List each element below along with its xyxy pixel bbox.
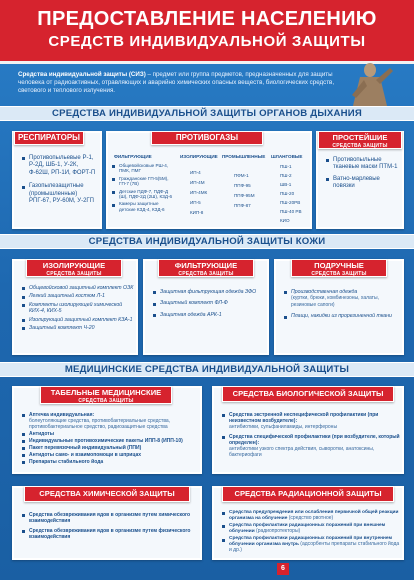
list-item <box>222 536 402 553</box>
hose-item: ШВ-1 <box>280 182 292 187</box>
bio-list <box>222 412 402 460</box>
item-note: (куртки, брюки, комбинезоны, халаты, резиновые сапоги) <box>291 295 379 308</box>
list-item: Гражданские ГП-5(5М), ГП-7 (7В) <box>112 176 176 187</box>
list-item: Средства обезвреживания ядов в организме путем химического взаимодействия <box>22 512 200 524</box>
list-item: Пакет перевязочный индивидуальный (ППИ) <box>22 445 200 451</box>
item-note: антибиотики, сульфаниламиды, интерфероны <box>229 424 338 430</box>
page-number: 6 <box>277 563 289 575</box>
chem-tab: СРЕДСТВА ХИМИЧЕСКОЙ ЗАЩИТЫ <box>24 486 190 502</box>
hose-item: ПШ-20РВ <box>280 200 301 205</box>
section-medical-title: МЕДИЦИНСКИЕ СРЕДСТВА ИНДИВИДУАЛЬНОЙ ЗАЩИТЫ <box>0 362 414 377</box>
chem-list <box>22 512 200 542</box>
respirators-tab: РЕСПИРАТОРЫ <box>14 131 84 145</box>
improvised-skin-subtitle: СРЕДСТВА ЗАЩИТЫ <box>311 271 367 277</box>
header <box>0 0 414 64</box>
page-subtitle: СРЕДСТВ ИНДИВИДУАЛЬНОЙ ЗАЩИТЫ <box>48 33 366 50</box>
list-item <box>222 434 402 458</box>
column-header: ИЗОЛИРУЮЩИЕ <box>180 154 218 159</box>
item-note: антибиотики узкого спектра действия, сыворотки, анатоксины, бактериофаги <box>229 446 375 458</box>
item-main: Производственная одежда <box>291 289 358 295</box>
list-item: Изолирующий защитный комплект КЗА-1 <box>22 317 136 323</box>
item-note: болеутоляющие средства, противобактериальные средства, противобактериальное средство, радиозащитные средства <box>29 418 171 430</box>
isolating-skin-list <box>22 285 136 333</box>
simplest-subtitle: СРЕДСТВА ЗАЩИТЫ <box>332 143 388 149</box>
list-item: Легкий защитный костюм Л-1 <box>22 293 136 299</box>
list-item: Препараты стабильного йода <box>22 459 200 465</box>
medical-kit-list <box>22 412 200 467</box>
list-item: Противопыльные тканевые маски ПТМ-1 <box>326 157 402 172</box>
list-item: Защитный комплект Ч-20 <box>22 325 136 331</box>
improvised-skin-tab <box>291 259 387 277</box>
list-item <box>222 412 402 430</box>
medical-kit-tab <box>40 386 172 404</box>
gasmasks-card <box>106 131 312 229</box>
item-note: (радиопротекторы) <box>256 527 301 534</box>
filtering-skin-tab <box>158 259 254 277</box>
list-item <box>284 313 402 319</box>
list-item: Общевойсковой защитный комплект ОЗК <box>22 285 136 291</box>
list-item: Камеры защитные детские КЗД-4, КЗД-6 <box>112 201 176 212</box>
list-item: Средства обезвреживания ядов в организме путем физического взаимодействия <box>22 528 200 540</box>
isolating-skin-tab <box>26 259 122 277</box>
respirators-card <box>12 131 102 229</box>
bio-tab: СРЕДСТВА БИОЛОГИЧЕСКОЙ ЗАЩИТЫ <box>222 386 394 402</box>
industrial-item: ПФМ-1 <box>234 173 249 178</box>
intro-term: Средства индивидуальной защиты (СИЗ) <box>18 71 146 78</box>
list-item: Газопылезащитные (промышленные) РПГ-67, РУ-60М, У-2ГП <box>22 183 100 205</box>
column-header: ФИЛЬТРУЮЩИЕ <box>114 154 152 159</box>
industrial-item: ППФ-95М <box>234 193 255 198</box>
improvised-skin-list <box>284 289 402 322</box>
isolating-item: ИП-4М <box>190 180 205 185</box>
hose-item: КИО <box>280 218 290 223</box>
isolating-item: ИП-4МК <box>190 190 208 195</box>
gasmasks-tab: ПРОТИВОГАЗЫ <box>151 131 263 145</box>
item-note: (средство рвотное) <box>288 514 334 521</box>
item-note: (адсорбенты препараты стабильного йода и др.) <box>229 540 400 553</box>
industrial-item: ППФ-87 <box>234 203 251 208</box>
section-skin-title: СРЕДСТВА ИНДИВИДУАЛЬНОЙ ЗАЩИТЫ КОЖИ <box>0 234 414 249</box>
list-item: Антидоты <box>22 431 200 437</box>
medical-kit-title: ТАБЕЛЬНЫЕ МЕДИЦИНСКИЕ <box>50 388 162 397</box>
simplest-tab <box>318 131 402 149</box>
statue-illustration <box>340 60 400 110</box>
respirators-list <box>22 155 100 207</box>
list-item: Антидоты само- и взаимопомощи в шприцах <box>22 452 200 458</box>
gasmasks-table <box>108 133 310 227</box>
intro-text <box>18 71 338 95</box>
filtering-list <box>112 163 176 214</box>
list-item <box>284 289 402 308</box>
simplest-list <box>326 157 402 193</box>
filtering-skin-title: ФИЛЬТРУЮЩИЕ <box>174 261 238 270</box>
list-item: Детские ПДФ-7, ПДФ-Д (Ш), ПДФ-2Д (2Ш), КЗД-6 <box>112 189 176 200</box>
hose-item: ПШ-20 <box>280 191 295 196</box>
list-item: Защитная фильтрующая одежда ЗФО <box>153 289 267 295</box>
item-main: Средства профилактики радиационных поражений при внутреннем облучении организма внутрь <box>229 536 393 547</box>
hose-item: ПШ-1 <box>280 164 292 169</box>
list-item: Общевойсковые РШ-4, ПМК, ПМГ <box>112 163 176 174</box>
intro-definition: – предмет или группа предметов, предназначенных для защиты человека от радиоактивных, отравляющих и аварийно химических опасных веществ, биологических средств, светового и теплового излучения. <box>18 71 335 94</box>
item-main: Средства предупреждения или ослабления первичной общей реакции организма на облучение <box>229 510 399 521</box>
item-main: Средства специфической профилактики (при возбудителе, который определен): <box>229 434 400 446</box>
list-item: Противопыльевые Р-1, Р-2Д, ШБ-1, У-2К, Ф-62Ш, РП-1И, ФОРТ-П <box>22 155 100 177</box>
isolating-skin-subtitle: СРЕДСТВА ЗАЩИТЫ <box>46 271 102 277</box>
industrial-item: ППФ-95 <box>234 183 251 188</box>
column-header: ПРОМЫШЛЕННЫЕ <box>222 154 266 159</box>
isolating-item: ИП-5 <box>190 200 201 205</box>
simplest-title: ПРОСТЕЙШИЕ <box>332 133 388 142</box>
column-header: ШЛАНГОВЫЕ <box>271 154 303 159</box>
page-title: ПРЕДОСТАВЛЕНИЕ НАСЕЛЕНИЮ <box>37 8 377 30</box>
list-item: Ватно-марлевые повязки <box>326 176 402 191</box>
item-main: Средства профилактики радиационных поражений при внешнем облучении <box>229 523 386 534</box>
filtering-skin-subtitle: СРЕДСТВА ЗАЩИТЫ <box>178 271 234 277</box>
item-main: Аптечка индивидуальная: <box>29 412 95 418</box>
list-item: Комплекты изолирующей химической КИХ-4, КИХ-5 <box>22 302 136 315</box>
filtering-skin-list <box>153 289 267 320</box>
rad-list <box>222 510 402 555</box>
list-item <box>22 412 200 430</box>
hose-item: ПШ-2 <box>280 173 292 178</box>
list-item <box>222 523 402 534</box>
rad-tab: СРЕДСТВА РАДИАЦИОННОЙ ЗАЩИТЫ <box>222 486 394 502</box>
item-main: Плащи, накидки из прорезиненной ткани <box>291 313 392 320</box>
item-main: Средства экстренной неспецифической профилактики (при неизвестном возбудителе): <box>229 412 379 424</box>
medical-kit-subtitle: СРЕДСТВА ЗАЩИТЫ <box>78 398 134 404</box>
isolating-item: КИП-8 <box>190 210 204 215</box>
isolating-item: ИП-4 <box>190 170 201 175</box>
improvised-skin-title: ПОДРУЧНЫЕ <box>314 261 364 270</box>
list-item: Индивидуальные противохимические пакеты ИПП-8 (ИПП-10) <box>22 438 200 444</box>
list-item <box>222 510 402 521</box>
isolating-skin-title: ИЗОЛИРУЮЩИЕ <box>42 261 106 270</box>
list-item: Защитная одежда АРК-1 <box>153 312 267 318</box>
hose-item: ПШ-40 РВ <box>280 209 302 214</box>
section-respiratory-title: СРЕДСТВА ИНДИВИДУАЛЬНОЙ ЗАЩИТЫ ОРГАНОВ ДЫХАНИЯ <box>0 106 414 121</box>
list-item: Защитный комплект ФЛ-Ф <box>153 300 267 306</box>
